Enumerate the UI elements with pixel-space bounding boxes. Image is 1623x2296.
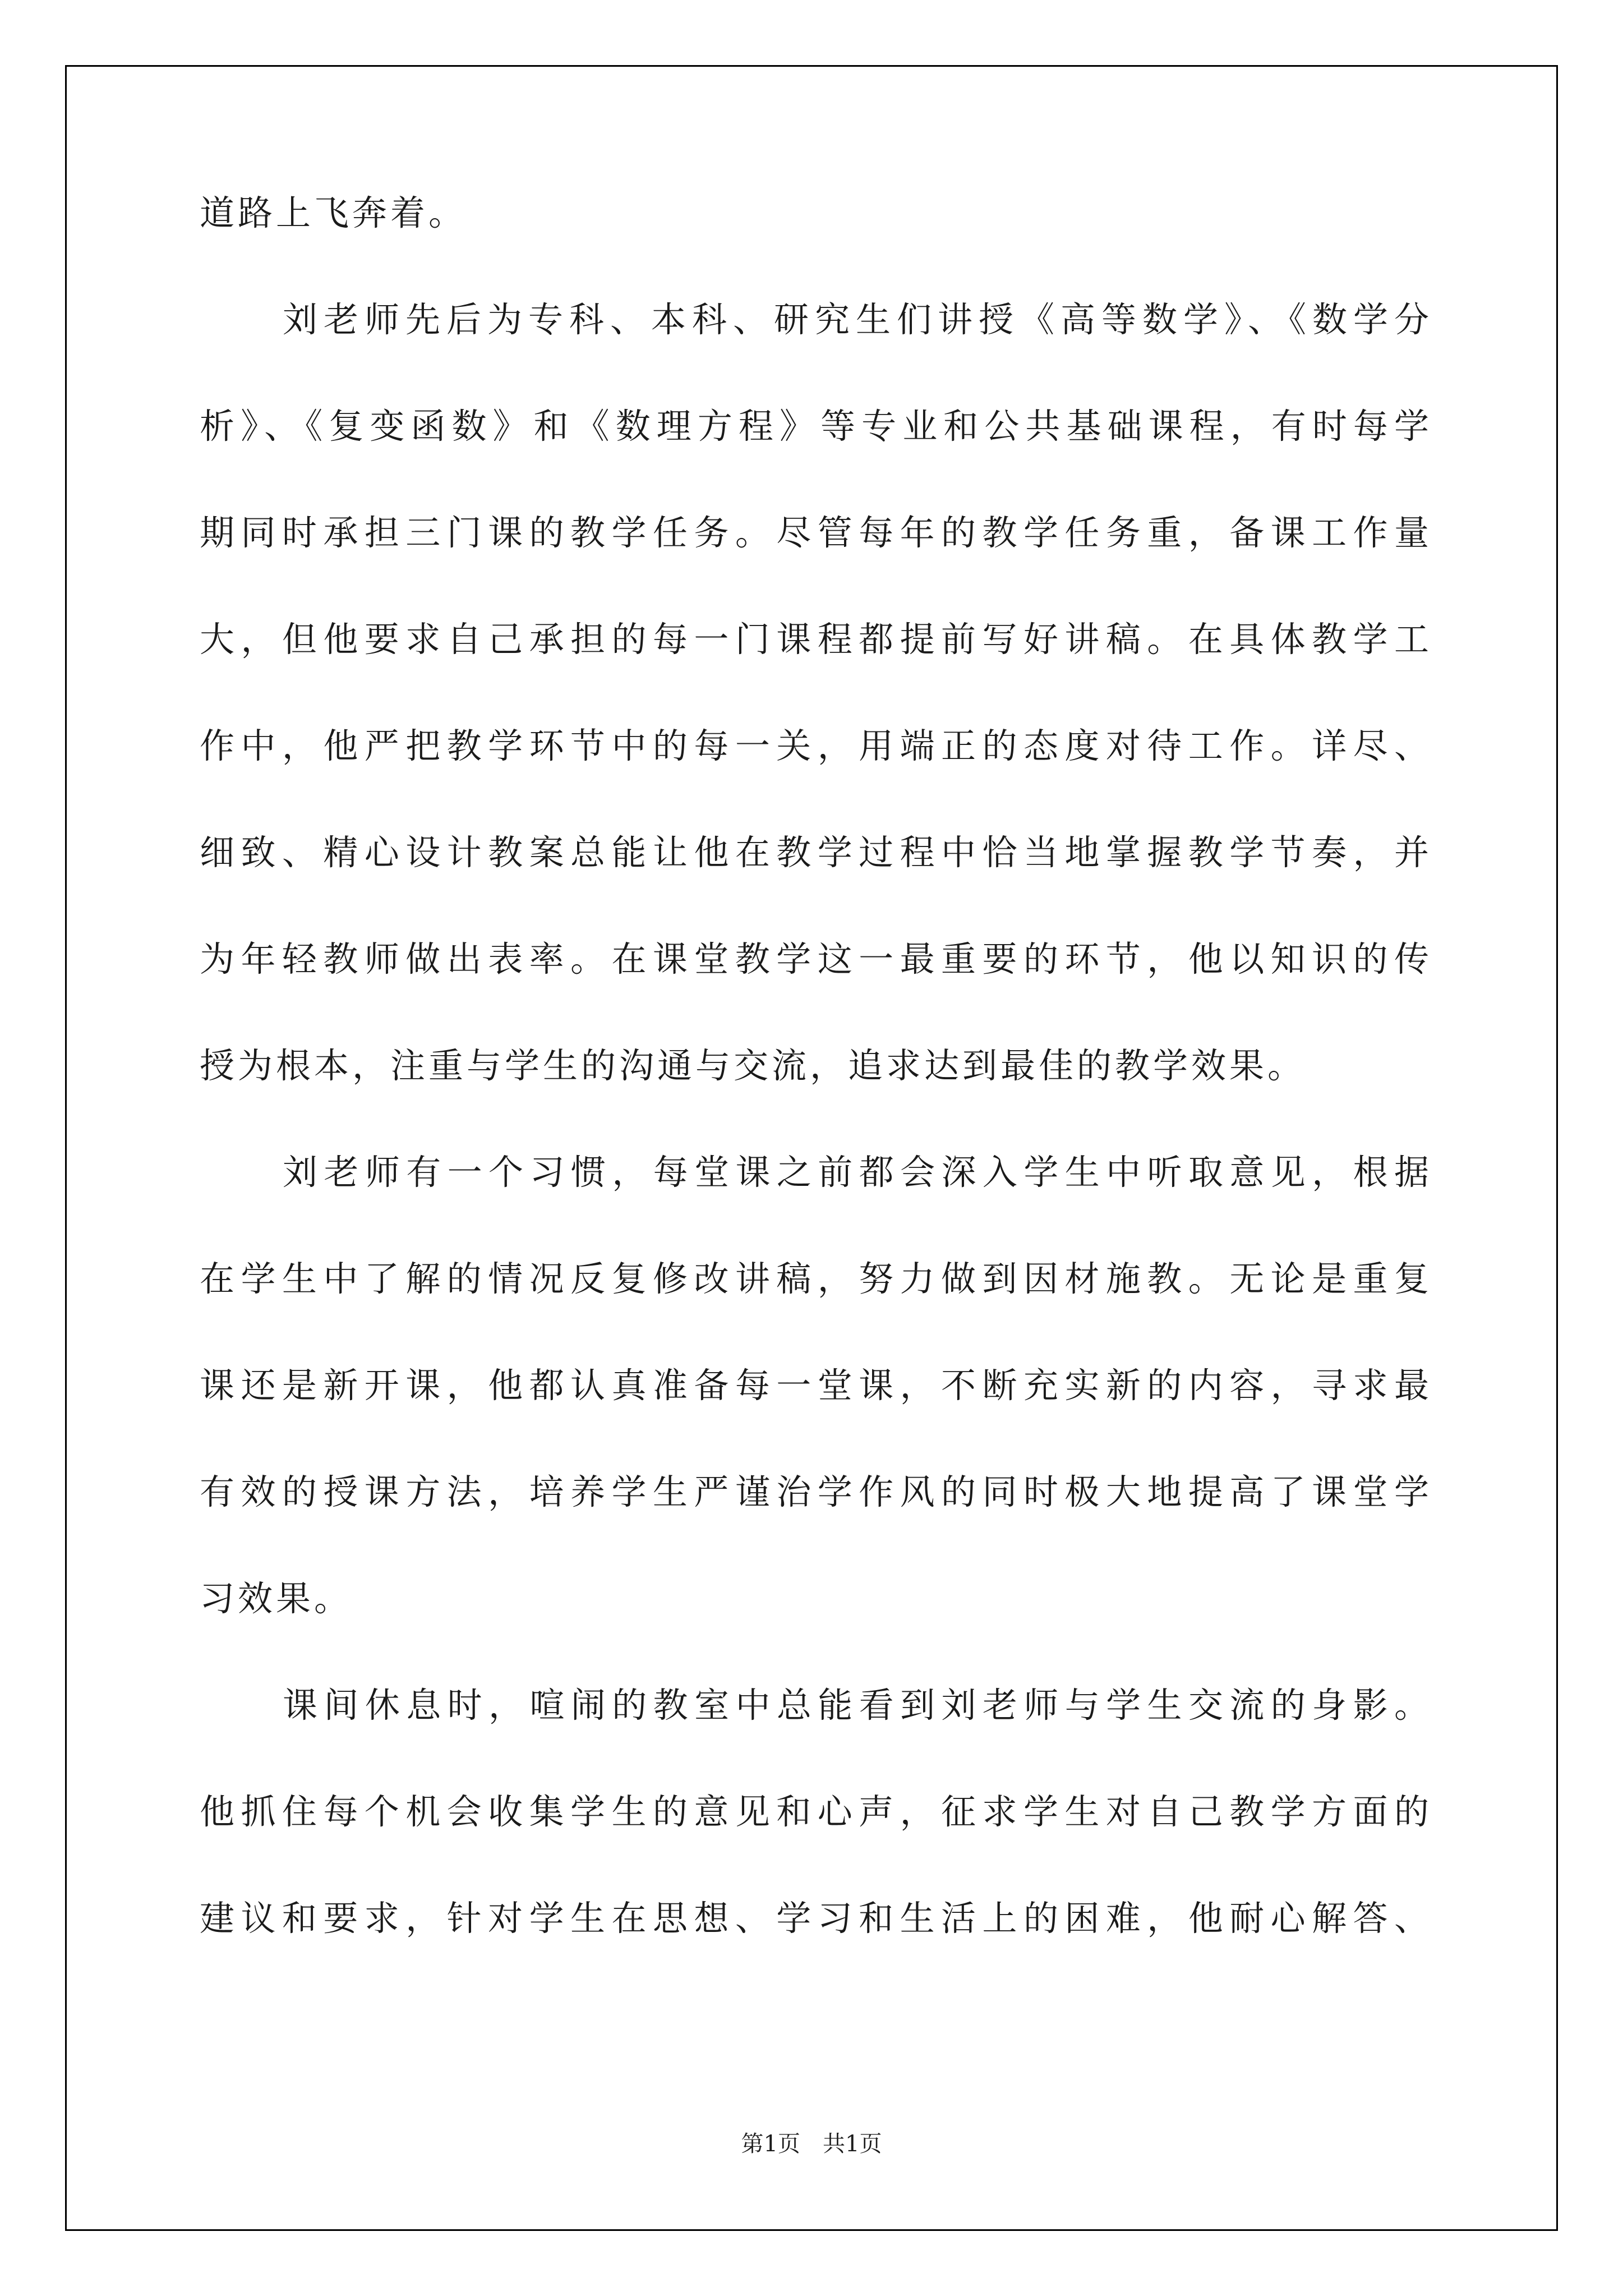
text-line: 细致、精心设计教案总能让他在教学过程中恰当地掌握教学节奏，并 [200, 832, 1429, 873]
text-line: 课间休息时，喧闹的教室中总能看到刘老师与学生交流的身影。 [283, 1685, 1429, 1726]
text-line: 刘老师先后为专科、本科、研究生们讲授《高等数学》、《数学分 [283, 299, 1429, 340]
page-total: 共1页 [823, 2131, 882, 2157]
text-line: 建议和要求，针对学生在思想、学习和生活上的困难，他耐心解答、 [200, 1898, 1429, 1939]
text-line: 他抓住每个机会收集学生的意见和心声，征求学生对自己教学方面的 [200, 1791, 1429, 1832]
text-line: 习效果。 [200, 1578, 353, 1619]
page-footer [0, 2126, 1623, 2158]
text-line: 在学生中了解的情况反复修改讲稿，努力做到因材施教。无论是重复 [200, 1258, 1429, 1299]
text-line: 课还是新开课，他都认真准备每一堂课，不断充实新的内容，寻求最 [200, 1365, 1429, 1406]
text-line: 大，但他要求自己承担的每一门课程都提前写好讲稿。在具体教学工 [200, 619, 1429, 660]
text-line: 为年轻教师做出表率。在课堂教学这一最重要的环节，他以知识的传 [200, 938, 1429, 979]
text-line: 析》、《复变函数》和《数理方程》等专业和公共基础课程，有时每学 [200, 406, 1429, 447]
page-number: 第1页 [741, 2131, 800, 2157]
text-line: 作中，他严把教学环节中的每一关，用端正的态度对待工作。详尽、 [200, 725, 1429, 766]
text-line: 期同时承担三门课的教学任务。尽管每年的教学任务重，备课工作量 [200, 512, 1429, 553]
text-line: 有效的授课方法，培养学生严谨治学作风的同时极大地提高了课堂学 [200, 1471, 1429, 1512]
text-line: 授为根本，注重与学生的沟通与交流，追求达到最佳的教学效果。 [200, 1045, 1306, 1086]
text-line: 道路上飞奔着。 [200, 192, 467, 233]
text-line: 刘老师有一个习惯，每堂课之前都会深入学生中听取意见，根据 [283, 1152, 1429, 1193]
